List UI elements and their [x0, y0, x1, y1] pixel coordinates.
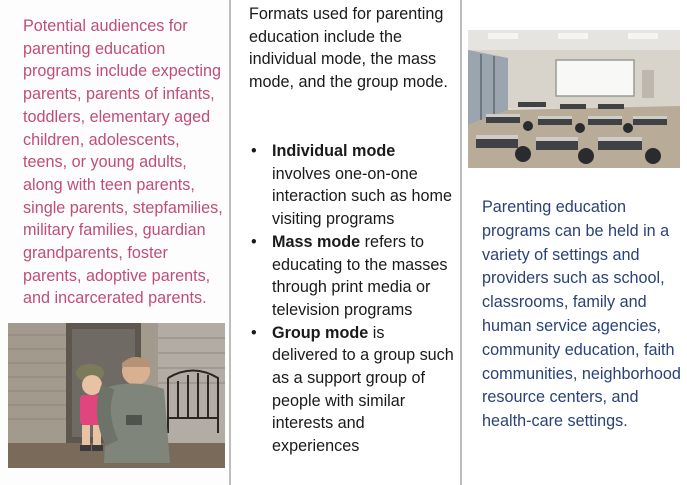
- modes-list: [249, 140, 454, 458]
- classroom-photo: [468, 30, 680, 168]
- left-column: [0, 0, 229, 485]
- settings-paragraph: Parenting education programs can be held in a variety of settings and providers such as school, classrooms, family and human service agencies, community education, faith communities, neighborhood resource centers, and health-care settings.: [482, 198, 681, 431]
- audiences-paragraph: Potential audiences for parenting education programs include expecting parents, parents of infants, toddlers, elementary aged children, adolescents, teens, or young adults, along with teen parents, single parents, stepfamilies, military families, guardian grandparents, foster parents, adoptive parents, and incarcerated parents.: [23, 17, 223, 308]
- mode-description: refers to educating to the masses through print media or television programs: [272, 232, 448, 319]
- mode-term: Group mode: [272, 323, 369, 342]
- list-item-group-mode: [249, 322, 454, 458]
- list-item-mass-mode: [249, 231, 454, 322]
- mode-term: Mass mode: [272, 232, 361, 251]
- formats-intro: Formats used for parenting education include the individual mode, the mass mode, and the group mode.: [249, 5, 448, 92]
- list-item-individual-mode: [249, 140, 454, 231]
- middle-column: [229, 0, 461, 485]
- soldier-child-photo: [8, 323, 225, 468]
- mode-description: is delivered to a group such as a support group of people with similar interests and experiences: [272, 323, 454, 456]
- mode-term: Individual mode: [272, 142, 396, 160]
- right-column: [461, 0, 687, 485]
- mode-description: involves one-on-one interaction such as home visiting programs: [272, 164, 452, 229]
